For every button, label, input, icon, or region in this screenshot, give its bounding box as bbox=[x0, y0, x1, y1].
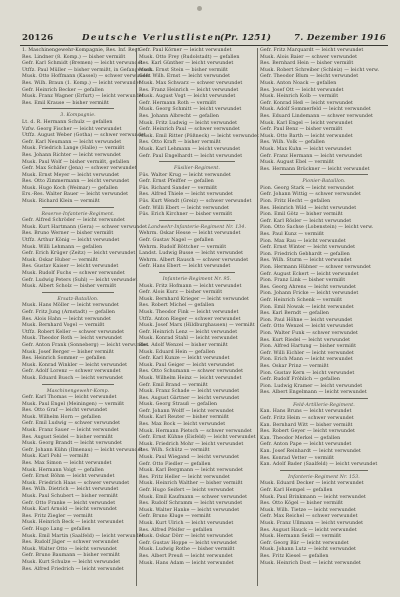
casualty-entry: Musk. Paul Geiger — leicht verwundet bbox=[139, 362, 235, 368]
section-separator bbox=[42, 292, 114, 296]
casualty-entry: Res. Otto Schumann — schwer verwundet bbox=[139, 369, 244, 375]
casualty-entry: Gefr. Paul Körner — leicht verwundet bbox=[139, 48, 232, 53]
casualty-entry: Musk. Theodor Roth — leicht verwundet bbox=[22, 336, 123, 342]
casualty-entry: Musk. Wilh. Tietze — leicht verwundet bbox=[260, 507, 356, 513]
casualty-entry: Gefr. Gustav Nagel — gefallen bbox=[139, 238, 214, 244]
casualty-entry: Gefr. Hermann Roth — vermißt bbox=[139, 100, 217, 106]
casualty-entry: Res. Wilh. Sturm — leicht verwundet bbox=[260, 258, 352, 264]
casualty-entry: Gefr. Paul Benz — bisher vermißt bbox=[260, 127, 343, 133]
casualty-entry: Musk. Karl Pohl — vermißt bbox=[22, 454, 89, 460]
casualty-entry: Musk. Friedrich Mohr — leicht verwundet bbox=[139, 441, 244, 447]
casualty-entry: Pion. Erich Mann — leicht verwundet bbox=[260, 357, 353, 363]
casualty-entry: Pion. Max Rau — leicht verwundet bbox=[260, 238, 346, 244]
casualty-entry: Wehrm. Rudolf Böttcher — vermißt bbox=[139, 244, 227, 250]
casualty-entry: Musk. Emil Martin (Saalfeld) — leicht verwundet bbox=[22, 533, 144, 539]
casualty-entry: Musk. Franz Sauer — leicht verwundet bbox=[22, 428, 119, 434]
casualty-entry: Res. Emil Krause — bisher vermißt bbox=[22, 100, 109, 106]
casualty-entry: Pion. Ludwig Kramer — leicht verwundet bbox=[260, 383, 363, 389]
casualty-entry: Pion. Paul Höhne — leicht verwundet bbox=[260, 317, 353, 323]
casualty-entry: Gefr. Ernst Pfeiffer — gefallen bbox=[139, 179, 214, 185]
section-heading: Ersatz-Bataillon. bbox=[57, 296, 99, 302]
casualty-entry: Musk. Karl Engel — leicht verwundet bbox=[260, 120, 353, 126]
casualty-entry: Musk. Alois Baier — schwer verwundet bbox=[260, 54, 358, 60]
section-separator bbox=[159, 272, 235, 276]
casualty-entry: Musk. Georg Strauß — gefallen bbox=[139, 402, 218, 408]
section-separator bbox=[280, 398, 368, 402]
casualty-entry: Res. Wilh. Dietrich — leicht verwundet bbox=[22, 487, 119, 493]
casualty-entry: Musk. Hermann Voigt — gefallen bbox=[22, 467, 104, 473]
section-heading: Füsilier-Regiment. bbox=[174, 166, 220, 172]
casualty-entry: Kan. Bernhard Witt — bisher vermißt bbox=[260, 422, 353, 428]
casualty-entry: Musk. Paul Schubert — bisher vermißt bbox=[22, 494, 118, 499]
casualty-entry: Res. Josef Ott — leicht verwundet bbox=[260, 87, 344, 93]
casualty-entry: Res. Fritz Ziegler — vermißt bbox=[22, 513, 93, 519]
section-separator bbox=[42, 207, 114, 211]
casualty-entry: Musk. Johann Lutz — leicht verwundet bbox=[260, 547, 357, 553]
casualty-entry: Gefr. Georg Bär — leicht verwundet bbox=[260, 540, 349, 546]
casualty-entry: Pion. Johann Fricke — leicht verwundet bbox=[260, 291, 359, 297]
casualty-entry: Gefr. Paul Engelhardt — leicht verwundet bbox=[139, 153, 243, 159]
casualty-entry: Gefr. Karl Thomas — leicht verwundet bbox=[22, 395, 117, 401]
punch-hole-mark bbox=[197, 6, 202, 11]
casualty-entry: Gefr. Willi Eichler — leicht verwundet bbox=[260, 350, 354, 356]
casualty-entry: Musk. Josef Marx (Hildburghausen) — vermißt bbox=[139, 323, 255, 329]
casualty-entry: Gefr. Ernst Kühne (Eisfeld) — leicht verwundet bbox=[139, 435, 256, 441]
casualty-entry: Musk. Fritz Ludwig — leicht verwundet bbox=[139, 120, 238, 126]
casualty-entry: Musk. Hermann Seidl — vermißt bbox=[260, 534, 342, 540]
casualty-entry: Res. Paul Kunz — vermißt bbox=[260, 232, 325, 238]
casualty-entry: Pion. Hermann Hübner — schwer verwundet bbox=[260, 265, 371, 270]
casualty-entry: Wehrm. Albert Rausch — schwer verwundet bbox=[139, 257, 249, 263]
casualty-entry: Res. Fritz Heller — leicht verwundet bbox=[139, 474, 230, 480]
casualty-entry: Musk. Karl Bergmann — leicht verwundet bbox=[139, 468, 243, 474]
casualty-entry: Musk. Bernhard Krieger — leicht verwundet bbox=[139, 296, 250, 302]
section-separator bbox=[159, 220, 235, 224]
casualty-entry: Füs. Walter Krug — leicht verwundet bbox=[139, 172, 231, 178]
casualty-entry: Gefr. Willi Ebert — leicht verwundet bbox=[139, 205, 229, 211]
casualty-entry: Musk. Otto Frey (Rudolstadt) — gefallen bbox=[139, 54, 240, 60]
casualty-entry: Gefr. Adolf Lorenz — schwer verwundet bbox=[22, 369, 121, 375]
casualty-entry: Musk. Franz Wagner (Erfurt) — leicht verwundet bbox=[22, 94, 144, 100]
casualty-entry: Res. Georg Ahrens — leicht verwundet bbox=[260, 284, 357, 290]
casualty-entry: Utffz. Anton Rieger — schwer verwundet bbox=[139, 316, 241, 322]
casualty-entry: Gefr. Johann Wittig — schwer verwundet bbox=[260, 192, 361, 198]
casualty-entry: Musk. Friedrich Haas — schwer verwundet bbox=[22, 480, 130, 486]
casualty-entry: Musk. Ernst Meyer — leicht verwundet bbox=[22, 172, 120, 178]
casualty-entry: Gefr. Karl Neumann — leicht verwundet bbox=[22, 139, 122, 145]
casualty-entry: Musk. Fritz Hofmann — leicht verwundet bbox=[139, 283, 242, 289]
casualty-entry: Pion. Emil Nowak — leicht verwundet bbox=[260, 304, 354, 310]
casualty-entry: Pion. Georg Stark — leicht verwundet bbox=[260, 185, 354, 191]
casualty-entry: Musk. Walter Otto — leicht verwundet bbox=[22, 546, 117, 552]
casualty-entry: Musk. Georg Schmitt — leicht verwundet bbox=[139, 107, 242, 113]
casualty-entry: Pion. Walter Funk — schwer verwundet bbox=[260, 330, 358, 336]
casualty-entry: Res. Hermann Brückner — leicht verwundet bbox=[260, 166, 370, 172]
casualty-entry: Pion. Gustav Kern — leicht verwundet bbox=[260, 370, 355, 376]
casualty-entry: Musk. Wilhelm Horn — gefallen bbox=[22, 414, 101, 420]
casualty-entry: Musk. Oskar Dörr — leicht verwundet bbox=[139, 534, 234, 540]
casualty-entry: Res. Max Simon — leicht verwundet bbox=[22, 461, 112, 467]
casualty-entry: Musk. Theodor Fink — leicht verwundet bbox=[139, 309, 239, 315]
casualty-entry: Musk. August Vogt — leicht verwundet bbox=[139, 94, 236, 100]
casualty-entry: Res. Bruno Werner — bisher vermißt bbox=[22, 231, 114, 237]
casualty-entry: Res. Oskar Prinz — vermißt bbox=[260, 363, 329, 369]
casualty-entry: Res. Wilh. Braun (1. Komp.) — leicht verwundet bbox=[22, 80, 141, 86]
casualty-entry: Musk. Franz Ullmann — leicht verwundet bbox=[260, 520, 364, 526]
casualty-entry: Res. Konrad Vetter — vermißt bbox=[260, 455, 335, 461]
casualty-entry: Musk. Willi Lehmann — gefallen bbox=[22, 244, 103, 250]
casualty-entry: Musk. Paul Engel (Meiningen) — vermißt bbox=[22, 401, 125, 407]
casualty-entry: Musk. Otto Hoffmann (Kassel) — schwer verwundet bbox=[22, 74, 151, 80]
casualty-entry: Gefr. Hugo Seifert — leicht verwundet bbox=[139, 488, 235, 493]
casualty-entry: Wehrm. Oskar Hesse — leicht verwundet bbox=[139, 231, 241, 237]
casualty-entry: Gefr. Theodor Blum — leicht verwundet bbox=[260, 74, 359, 80]
casualty-entry: Musk. Ludwig Rothe — bisher vermißt bbox=[139, 547, 235, 553]
casualty-entry: Res. Wilh. Schütz — vermißt bbox=[139, 448, 210, 454]
casualty-entry: Kan. Hans Bruns — leicht verwundet bbox=[260, 409, 352, 415]
casualty-entry: Gefr. Otto Franke — leicht verwundet bbox=[22, 500, 116, 506]
page-number: 20126 bbox=[22, 33, 54, 43]
casualty-entry: Musk. Heinrich Dost — leicht verwundet bbox=[260, 560, 361, 566]
casualty-entry: Gefr. Rudolf Fröhlich — gefallen bbox=[260, 377, 340, 383]
casualty-entry: Gefr. Karl Kunze — leicht verwundet bbox=[139, 356, 230, 362]
casualty-entry: Res. Max Bock — leicht verwundet bbox=[139, 422, 226, 428]
casualty-entry: Res. August Seidel — bisher vermißt bbox=[22, 434, 113, 440]
casualty-entry: Vzfw. Georg Fischer — leicht verwundet bbox=[22, 126, 122, 132]
casualty-entry: Res. Alfred Friedrich — leicht verwundet bbox=[22, 566, 124, 572]
casualty-entry: Res. Otto Graf — leicht verwundet bbox=[22, 408, 108, 414]
casualty-entry: Gefr. Fritz Marquardt — leicht verwundet bbox=[260, 48, 364, 53]
casualty-entry: Gefr. Alfred Schröder — leicht verwundet bbox=[22, 218, 125, 224]
casualty-entry: Musk. Richard Klein — vermißt bbox=[22, 199, 100, 205]
casualty-entry: Pion. Emil Götz — bisher vermißt bbox=[260, 212, 343, 218]
column-divider-1 bbox=[136, 48, 137, 586]
casualty-entry: Res. Robert Michel — gefallen bbox=[139, 303, 215, 309]
casualty-entry: Res. Heinrich Wild — leicht verwundet bbox=[260, 205, 357, 211]
casualty-entry: Lt. d. R. Hermann Schulz — gefallen bbox=[22, 119, 113, 125]
casualty-entry: Musk. Friedrich Lange (Halle) — vermißt bbox=[22, 146, 125, 152]
casualty-entry: Res. Karl Günther — leicht verwundet bbox=[139, 61, 234, 67]
casualty-entry: Kan. Josef Reinhardt — leicht verwundet bbox=[260, 449, 361, 455]
casualty-entry: Gefr. Heinrich Schenk — vermißt bbox=[260, 297, 343, 303]
header-rule bbox=[20, 45, 388, 46]
casualty-entry: Res. Alfred Pfeifer — gefallen bbox=[139, 527, 213, 533]
casualty-entry: Musk. Heinrich Walther — bisher vermißt bbox=[139, 481, 243, 487]
casualty-entry: Res. Karl Berndt — gefallen bbox=[260, 311, 330, 317]
casualty-entry: Musk. Paul Wolf — bisher vermißt, gefallen bbox=[22, 159, 130, 165]
casualty-entry: Musk. Paul Brinkmann — leicht verwundet bbox=[260, 494, 366, 500]
casualty-entry: Kan. Adolf Bader (Saalfeld) — leicht verwundet bbox=[260, 462, 378, 468]
casualty-entry: Gefr. Johann Kühn (Ilmenau) — leicht verwundet bbox=[22, 447, 143, 453]
casualty-entry: Res. Johann Richter — leicht verwundet bbox=[22, 152, 121, 158]
casualty-entry: Musk. Anton Noack — gefallen bbox=[260, 80, 337, 86]
casualty-entry: Res. Alfred Thiele — leicht verwundet bbox=[139, 192, 234, 198]
casualty-entry: Utffz. Arthur König — leicht verwundet bbox=[22, 238, 120, 244]
casualty-entry: Gefr. Max Reichel — schwer verwundet bbox=[260, 514, 358, 520]
text-column-3 bbox=[260, 48, 388, 588]
casualty-entry: Res. Wilh. Volk — gefallen bbox=[260, 140, 325, 146]
casualty-entry: Res. Gustav Kaiser — leicht verwundet bbox=[22, 264, 119, 270]
casualty-entry: Utffz. Paul Müller — bisher vermißt, in Gefangensch. bbox=[22, 67, 154, 73]
casualty-entry: Gefr. Otto Wenzel — leicht verwundet bbox=[260, 324, 354, 330]
casualty-entry: Musk. Hans Möller — leicht verwundet bbox=[22, 303, 119, 309]
casualty-entry: Gefr. Emil Ludwig — schwer verwundet bbox=[22, 421, 121, 427]
section-separator bbox=[159, 161, 235, 165]
casualty-entry: Landst. Ludwig Busse — leicht verwundet bbox=[139, 251, 244, 257]
section-heading: Landwehr-Infanterie-Regiment Nr. 134. bbox=[147, 224, 247, 230]
casualty-entry: Musk. Wilhelm Heinz — leicht verwundet bbox=[139, 375, 242, 381]
casualty-entry: Füs. Kurt Wendt (Greiz) — schwer verwundet bbox=[139, 199, 252, 205]
casualty-entry: Gefr. Anton Frank (Sonneberg) — leicht verwundet bbox=[22, 342, 149, 348]
casualty-entry: Gefr. Anton Pape — leicht verwundet bbox=[260, 442, 352, 448]
casualty-entry: Gefr. Erich Krüger (Zeitz) — leicht verwundet bbox=[22, 251, 136, 257]
casualty-entry: Gefr. Heinrich Lenz — leicht verwundet bbox=[139, 329, 238, 335]
casualty-entry: Gefr. Ernst Winter — leicht verwundet bbox=[260, 245, 356, 251]
section-heading: Maschinengewehr-Komp. bbox=[46, 388, 110, 394]
section-separator bbox=[42, 384, 114, 388]
casualty-entry: Gefr. Johann Wolff — leicht verwundet bbox=[139, 408, 234, 414]
casualty-entry: Gefr. Heinrich Becker — gefallen bbox=[22, 87, 104, 93]
casualty-entry: Musk. Otto Barth — leicht verwundet bbox=[260, 133, 353, 139]
casualty-entry: Musk. Georg Brandt — leicht verwundet bbox=[22, 441, 123, 447]
casualty-entry: Musk. Josef Berger — bisher vermißt bbox=[22, 349, 114, 355]
casualty-entry: Res. Otto Zimmermann — leicht verwundet bbox=[22, 179, 130, 185]
casualty-entry: Musk. Konrad Stahl — leicht verwundet bbox=[139, 336, 238, 342]
casualty-entry: Res. Otto Kögel — bisher vermißt bbox=[260, 501, 344, 507]
casualty-entry: Pion. Friedrich Gebhardt — gefallen bbox=[260, 251, 350, 257]
casualty-entry: Musk. Max Schwarz — schwer verwundet bbox=[139, 80, 243, 86]
casualty-entry: Gefr. Ernst Böhm — leicht verwundet bbox=[22, 474, 115, 480]
casualty-entry: Musk. Heinrich Kolb — vermißt bbox=[260, 94, 339, 100]
casualty-entry: Musk. Karl Reuter — bisher vermißt bbox=[139, 415, 229, 421]
casualty-entry: 1. Maschinengewehr-Kompagnie, Res. Inf. Regt. bbox=[22, 48, 142, 53]
casualty-entry: Res. Kurt Riedel — leicht verwundet bbox=[260, 337, 351, 343]
casualty-entry: Res. Fritz Kiesel — gefallen bbox=[260, 553, 329, 559]
casualty-entry: Gefr. Bruno Baumann — bisher vermißt bbox=[22, 553, 120, 559]
casualty-entry: Res. Rudolf Jäger — schwer verwundet bbox=[22, 540, 119, 546]
casualty-entry: Gefr. Max Schäfer (Jena) — schwer verwundet bbox=[22, 166, 137, 172]
casualty-entry: Gefr. Hugo Lang — gefallen bbox=[22, 526, 91, 532]
section-heading: Reserve-Infanterie-Regiment. bbox=[41, 211, 115, 217]
casualty-entry: Res. August Hauck — leicht verwundet bbox=[260, 527, 357, 533]
casualty-entry: Utffz. August Weber (Gotha) — schwer verwundet bbox=[22, 133, 146, 139]
casualty-entry: Musk. Kurt Hartmann (Gera) — schwer verwundet bbox=[22, 224, 148, 230]
casualty-entry: Gefr. Bruno Kluge — vermißt bbox=[139, 514, 211, 520]
casualty-entry: Musk. Albert Scholz — bisher vermißt bbox=[22, 284, 117, 290]
casualty-entry: Musk. Bernhard Vogel — vermißt bbox=[22, 323, 105, 329]
casualty-entry: Musk. Eduard Hein — gefallen bbox=[139, 349, 215, 355]
casualty-entry: Musk. Kurt Ulrich — leicht verwundet bbox=[139, 520, 234, 526]
section-separator bbox=[42, 108, 114, 112]
casualty-entry: Pion. Fritz Hecht — gefallen bbox=[260, 199, 331, 205]
section-heading: 3. Kompagnie. bbox=[60, 113, 96, 119]
casualty-entry: Musk. Konrad Winkler — leicht verwundet bbox=[22, 362, 128, 368]
casualty-entry: Utffz. Robert Keller — schwer verwundet bbox=[22, 329, 125, 335]
casualty-entry: Gefr. Konrad Heß — leicht verwundet bbox=[260, 100, 354, 106]
casualty-entry: Musk. Hermann Pietsch — schwer verwundet bbox=[139, 428, 252, 434]
casualty-entry: Res. Adolf Wenzel — bisher vermißt bbox=[139, 342, 228, 348]
casualty-entry: Gefr. Wilh. Ernst — leicht verwundet bbox=[139, 74, 231, 80]
casualty-entry: Res. Otto Kraft — bisher vermißt bbox=[139, 140, 221, 146]
casualty-entry: Füs. Erich Kirchner — bisher vermißt bbox=[139, 212, 233, 218]
casualty-entry: Pion. Alfred Hartung — bisher vermißt bbox=[260, 344, 357, 350]
casualty-entry: Gefr. Franz Hermann — leicht verwundet bbox=[260, 153, 363, 159]
casualty-entry: Res. Albert Preuß — leicht verwundet bbox=[139, 553, 233, 559]
casualty-entry: Res. Alois Hahn — leicht verwundet bbox=[22, 316, 111, 322]
casualty-entry: Gefr. Emil Brand — vermißt bbox=[139, 382, 208, 388]
casualty-entry: Res. Heinrich Sommer — gefallen bbox=[22, 356, 106, 362]
casualty-entry: Res. Johann Albrecht — gefallen bbox=[139, 113, 220, 119]
casualty-entry: Musk. August Ebel — vermißt bbox=[260, 160, 334, 166]
column-divider-2 bbox=[257, 48, 258, 586]
section-separator bbox=[280, 470, 368, 474]
casualty-entry: Musk. Karl Arnold — leicht verwundet bbox=[22, 507, 117, 513]
section-heading: Infanterie-Regiment Nr. 95. bbox=[162, 277, 232, 282]
casualty-entry: Res. Rudolf Schramm — leicht verwundet bbox=[139, 501, 243, 507]
casualty-entry: Gefr. Otto Fiedler — gefallen bbox=[139, 461, 211, 467]
casualty-entry: Musk. Ernst Stein — bisher vermißt bbox=[139, 67, 229, 73]
section-separator bbox=[280, 174, 368, 178]
casualty-entry: Musk. Heinrich Beck — leicht verwundet bbox=[22, 520, 124, 526]
text-column-1 bbox=[22, 48, 154, 588]
casualty-entry: Gefr. Gustav Hoppe — leicht verwundet bbox=[139, 540, 238, 546]
casualty-entry: Musk. Emil Kaufmann — schwer verwundet bbox=[139, 494, 248, 500]
casualty-entry: Gefr. Karl Hempel — gefallen bbox=[260, 488, 333, 493]
casualty-entry: Musk. Franz Schade — leicht verwundet bbox=[139, 389, 240, 395]
casualty-entry: Musk. Paul Wiegand — leicht verwundet bbox=[139, 455, 240, 461]
casualty-entry: Gefr. Heinrich Paul — schwer verwundet bbox=[139, 127, 240, 133]
casualty-entry: Pion. Otto Sachse (Lobenstein) — leicht verw. bbox=[260, 225, 374, 231]
casualty-entry: Musk. Eduard Decker — leicht verwundet bbox=[260, 481, 364, 487]
publication-title: Deutsche Verlustlisten bbox=[82, 33, 222, 43]
casualty-entry: Gefr. August Eckert — leicht verwundet bbox=[260, 271, 359, 277]
casualty-entry: Musk. Rudolf Fuchs — schwer verwundet bbox=[22, 271, 125, 276]
casualty-entry: Res. August Gärtner — leicht verwundet bbox=[139, 395, 240, 401]
casualty-entry: Gefr. Hans Ebert — leicht verwundet bbox=[139, 264, 231, 270]
casualty-entry: Musk. Oskar Huber — vermißt bbox=[22, 257, 98, 263]
section-heading: Pionier-Bataillon. bbox=[302, 179, 346, 185]
casualty-entry: Gefr. Ludwig Peters (Suhl) — leicht verwundet bbox=[22, 277, 138, 283]
page-header bbox=[22, 32, 386, 44]
casualty-entry: Musk. Hugo Koch (Weimar) — gefallen bbox=[22, 185, 118, 191]
casualty-entry: Kan. Theodor Merkel — gefallen bbox=[260, 435, 341, 441]
casualty-entry: Musk. Emil Ritter (Pößneck) — leicht verwundet bbox=[139, 133, 259, 139]
casualty-entry: Musk. Max Kuhn — leicht verwundet bbox=[260, 146, 352, 152]
publication-date: 7. Dezember 1916 bbox=[293, 33, 386, 43]
text-column-2 bbox=[139, 48, 259, 588]
casualty-entry: Res. Eduard Lindemann — schwer verwundet bbox=[260, 113, 373, 119]
casualty-entry: Gefr. Karl Rösler — leicht verwundet bbox=[260, 218, 352, 224]
casualty-entry: Res. Bernhard Hein — bisher vermißt bbox=[260, 61, 354, 67]
casualty-entry: Gefr. Fritz Jung (Arnstadt) — gefallen bbox=[22, 309, 116, 315]
edition-number: (Pr. 1251) bbox=[220, 33, 272, 43]
casualty-entry: Musk. Adolf Sommerfeld — leicht verwundet bbox=[260, 107, 371, 113]
casualty-entry: Ers.-Res. Walter Bauer — leicht verwundet bbox=[22, 192, 129, 198]
section-heading: Feld-Artillerie-Regiment. bbox=[293, 402, 355, 408]
casualty-entry: Musk. Kurt Schulze — leicht verwundet bbox=[22, 559, 121, 565]
casualty-entry: Gefr. Fritz Heim — schwer verwundet bbox=[260, 416, 354, 422]
casualty-entry: Res. Robert Geyer — leicht verwundet bbox=[260, 429, 356, 435]
casualty-entry: Res. Lindner (8. Komp.) — bisher vermißt bbox=[22, 54, 126, 60]
casualty-entry: Musk. Robert Schreiber (Schleiz) — leicht verw. bbox=[260, 67, 380, 73]
casualty-entry: Musk. Hans Adam — leicht verwundet bbox=[139, 560, 234, 566]
casualty-entry: Res. Albert Engelmann — leicht verwundet bbox=[260, 390, 367, 396]
casualty-entry: Pion. Franz Link — bisher vermißt bbox=[260, 278, 346, 284]
casualty-entry: Gefr. Karl Schmidt (Bremen) — leicht verwundet bbox=[22, 61, 143, 67]
casualty-entry: Musk. Karl Lehmann — leicht verwundet bbox=[139, 146, 241, 152]
casualty-entry: Musk. Eduard Busch — leicht verwundet bbox=[22, 375, 124, 381]
section-heading: Infanterie-Regiment Nr. 153. bbox=[288, 474, 360, 480]
casualty-entry: Musk. Walter Hanke — leicht verwundet bbox=[139, 507, 240, 513]
casualty-entry: Füs. Richard Sander — vermißt bbox=[139, 185, 218, 191]
casualty-entry: Gefr. Alois Kurz — bisher vermißt bbox=[139, 290, 223, 296]
casualty-entry: Res. Franz Heinrich — leicht verwundet bbox=[139, 87, 239, 93]
